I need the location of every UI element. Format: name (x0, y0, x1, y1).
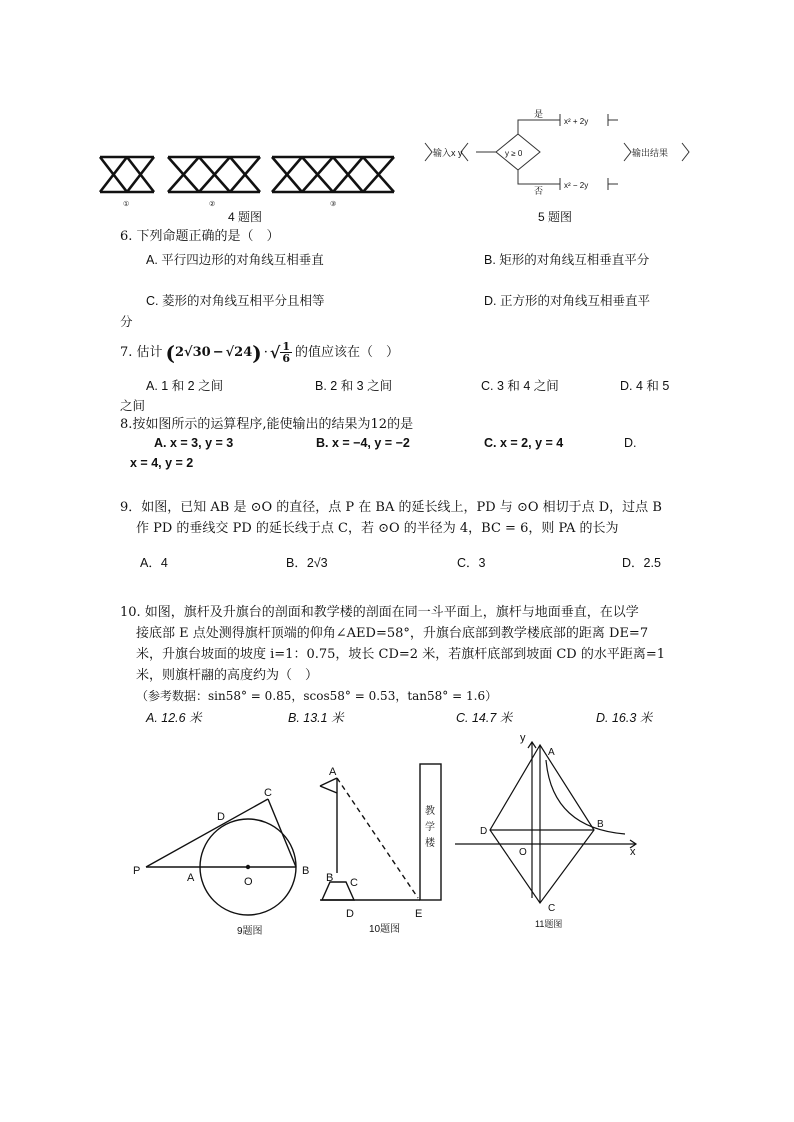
flow-yes-label: 是 (534, 109, 544, 119)
q8-option-d-wrap: x = 4, y = 2 (130, 456, 194, 470)
fig9-label-o: O (244, 876, 253, 888)
fig9-label-d: D (217, 811, 225, 823)
q10-reference-data: （参考数据：sin58° = 0.85，scos58° = 0.53，tan58° = 1.6） (136, 689, 498, 703)
fig10-label-b: B (326, 872, 334, 884)
q7-frac-num: 1 (282, 340, 291, 353)
q7-option-a: A. 1 和 2 之间 (146, 379, 224, 393)
q10-line-1: 10. 如图，旗杆及升旗台的剖面和教学楼的剖面在同一斗平面上，旗杆与地面垂直，在以学 (120, 605, 639, 620)
q10-option-a: A. 12.6 米 (146, 711, 202, 725)
fig10-label-c: C (350, 877, 358, 889)
fig10-label-e: E (415, 908, 423, 920)
fig10-building-char-3: 楼 (425, 838, 435, 849)
q7-expr-b: √24 (225, 344, 253, 360)
q10-line-3: 米，升旗台坡面的坡度 i=1：0.75，坡长 CD=2 米，若旗杆底部到坡面 CD 的水平距离=1 (136, 647, 665, 662)
q9-option-b: B．2√3 (286, 556, 328, 570)
fig10-label-a: A (329, 766, 337, 778)
q6-option-d-wrap: 分 (120, 315, 133, 329)
fig11-label-c: C (548, 903, 556, 914)
pattern-1-label: ① (123, 201, 130, 208)
q7-expr-a: 2√30 (175, 344, 211, 360)
fig10-caption: 10题图 (369, 924, 401, 935)
q7-stem-suffix: 的值应该在（ ） (295, 344, 400, 360)
fig9-caption: 9题图 (237, 926, 263, 937)
fig11-label-o: O (519, 847, 527, 858)
fig11-label-d: D (480, 826, 488, 837)
fig9-label-b: B (302, 865, 310, 877)
q6-option-a: A. 平行四边形的对角线互相垂直 (146, 253, 324, 267)
fig10-building-char-1: 教 (425, 806, 435, 817)
q7-option-d: D. 4 和 5 (620, 379, 670, 393)
figure-4-caption: 4 题图 (228, 210, 263, 224)
q10-option-d: D. 16.3 米 (596, 711, 653, 725)
q6-option-c: C. 菱形的对角线互相平分且相等 (146, 294, 325, 308)
fig10-label-d: D (346, 908, 354, 920)
fig9-label-a: A (187, 872, 195, 884)
q9-option-a: A．4 (140, 556, 168, 570)
figure-11 (455, 742, 636, 903)
flow-output-label: 输出结果 (632, 148, 669, 158)
flow-yes-expr: x² + 2y (564, 117, 589, 126)
fig11-label-x: x (630, 846, 636, 858)
flow-condition-label: y ≥ 0 (505, 149, 523, 158)
pattern-3-label: ③ (330, 201, 337, 208)
q9-option-c: C．3 (457, 556, 486, 570)
q7-stem: 7. 估计 ( 2√30 − √24 ) · √ $\frac{1}{6}$ 的值应该在（ ） (120, 340, 400, 365)
q6-stem: 6. 下列命题正确的是（ ） (120, 229, 280, 244)
q7-option-c: C. 3 和 4 之间 (481, 379, 559, 393)
q6-option-b: B. 矩形的对角线互相垂直平分 (484, 253, 650, 267)
q8-option-b: B. x = −4, y = −2 (316, 436, 410, 450)
q7-frac-den: 6 (282, 352, 291, 365)
fig11-caption: 11题图 (535, 919, 563, 929)
figure-10 (320, 764, 441, 900)
q7-stem-prefix: 7. 估计 (120, 344, 163, 360)
q10-line-2: 接底部 E 点处测得旗杆顶端的仰角∠AED=58°，升旗台底部到教学楼底部的距离 DE=7 (136, 626, 649, 641)
flow-input-label: 输入x y (433, 148, 463, 158)
q7-option-d-wrap: 之间 (120, 399, 146, 413)
flow-no-label: 否 (534, 186, 544, 196)
q9-line-2: 作 PD 的垂线交 PD 的延长线于点 C，若 ⊙O 的半径为 4，BC = 6，则 PA 的长为 (136, 521, 619, 536)
q9-option-d: D．2.5 (622, 556, 661, 570)
fig11-label-b: B (597, 819, 604, 830)
fig11-label-y: y (520, 732, 526, 744)
q8-option-a: A. x = 3, y = 3 (154, 436, 234, 450)
q6-option-d: D. 正方形的对角线互相垂直平 (484, 294, 650, 308)
q8-option-c: C. x = 2, y = 4 (484, 436, 564, 450)
q10-option-c: C. 14.7 米 (456, 711, 513, 725)
fig10-building-char-2: 学 (425, 822, 435, 833)
fig9-label-p: P (133, 865, 141, 877)
q9-line-1: 9．如图，已知 AB 是 ⊙O 的直径，点 P 在 BA 的延长线上，PD 与 ⊙O 相切于点 D，过点 B (120, 500, 662, 515)
q10-line-4: 米，则旗杆翮的高度约为（ ） (136, 668, 319, 683)
figure-5-caption: 5 题图 (538, 210, 573, 224)
flow-no-expr: x² − 2y (564, 181, 589, 190)
fig9-label-c: C (264, 787, 272, 799)
q10-option-b: B. 13.1 米 (288, 711, 344, 725)
q8-stem: 8.按如图所示的运算程序,能使输出的结果为12的是 (120, 417, 414, 432)
q8-option-d: D. (624, 436, 637, 450)
fig11-label-a: A (548, 747, 555, 758)
pattern-2-label: ② (209, 201, 216, 208)
q7-option-b: B. 2 和 3 之间 (315, 379, 393, 393)
